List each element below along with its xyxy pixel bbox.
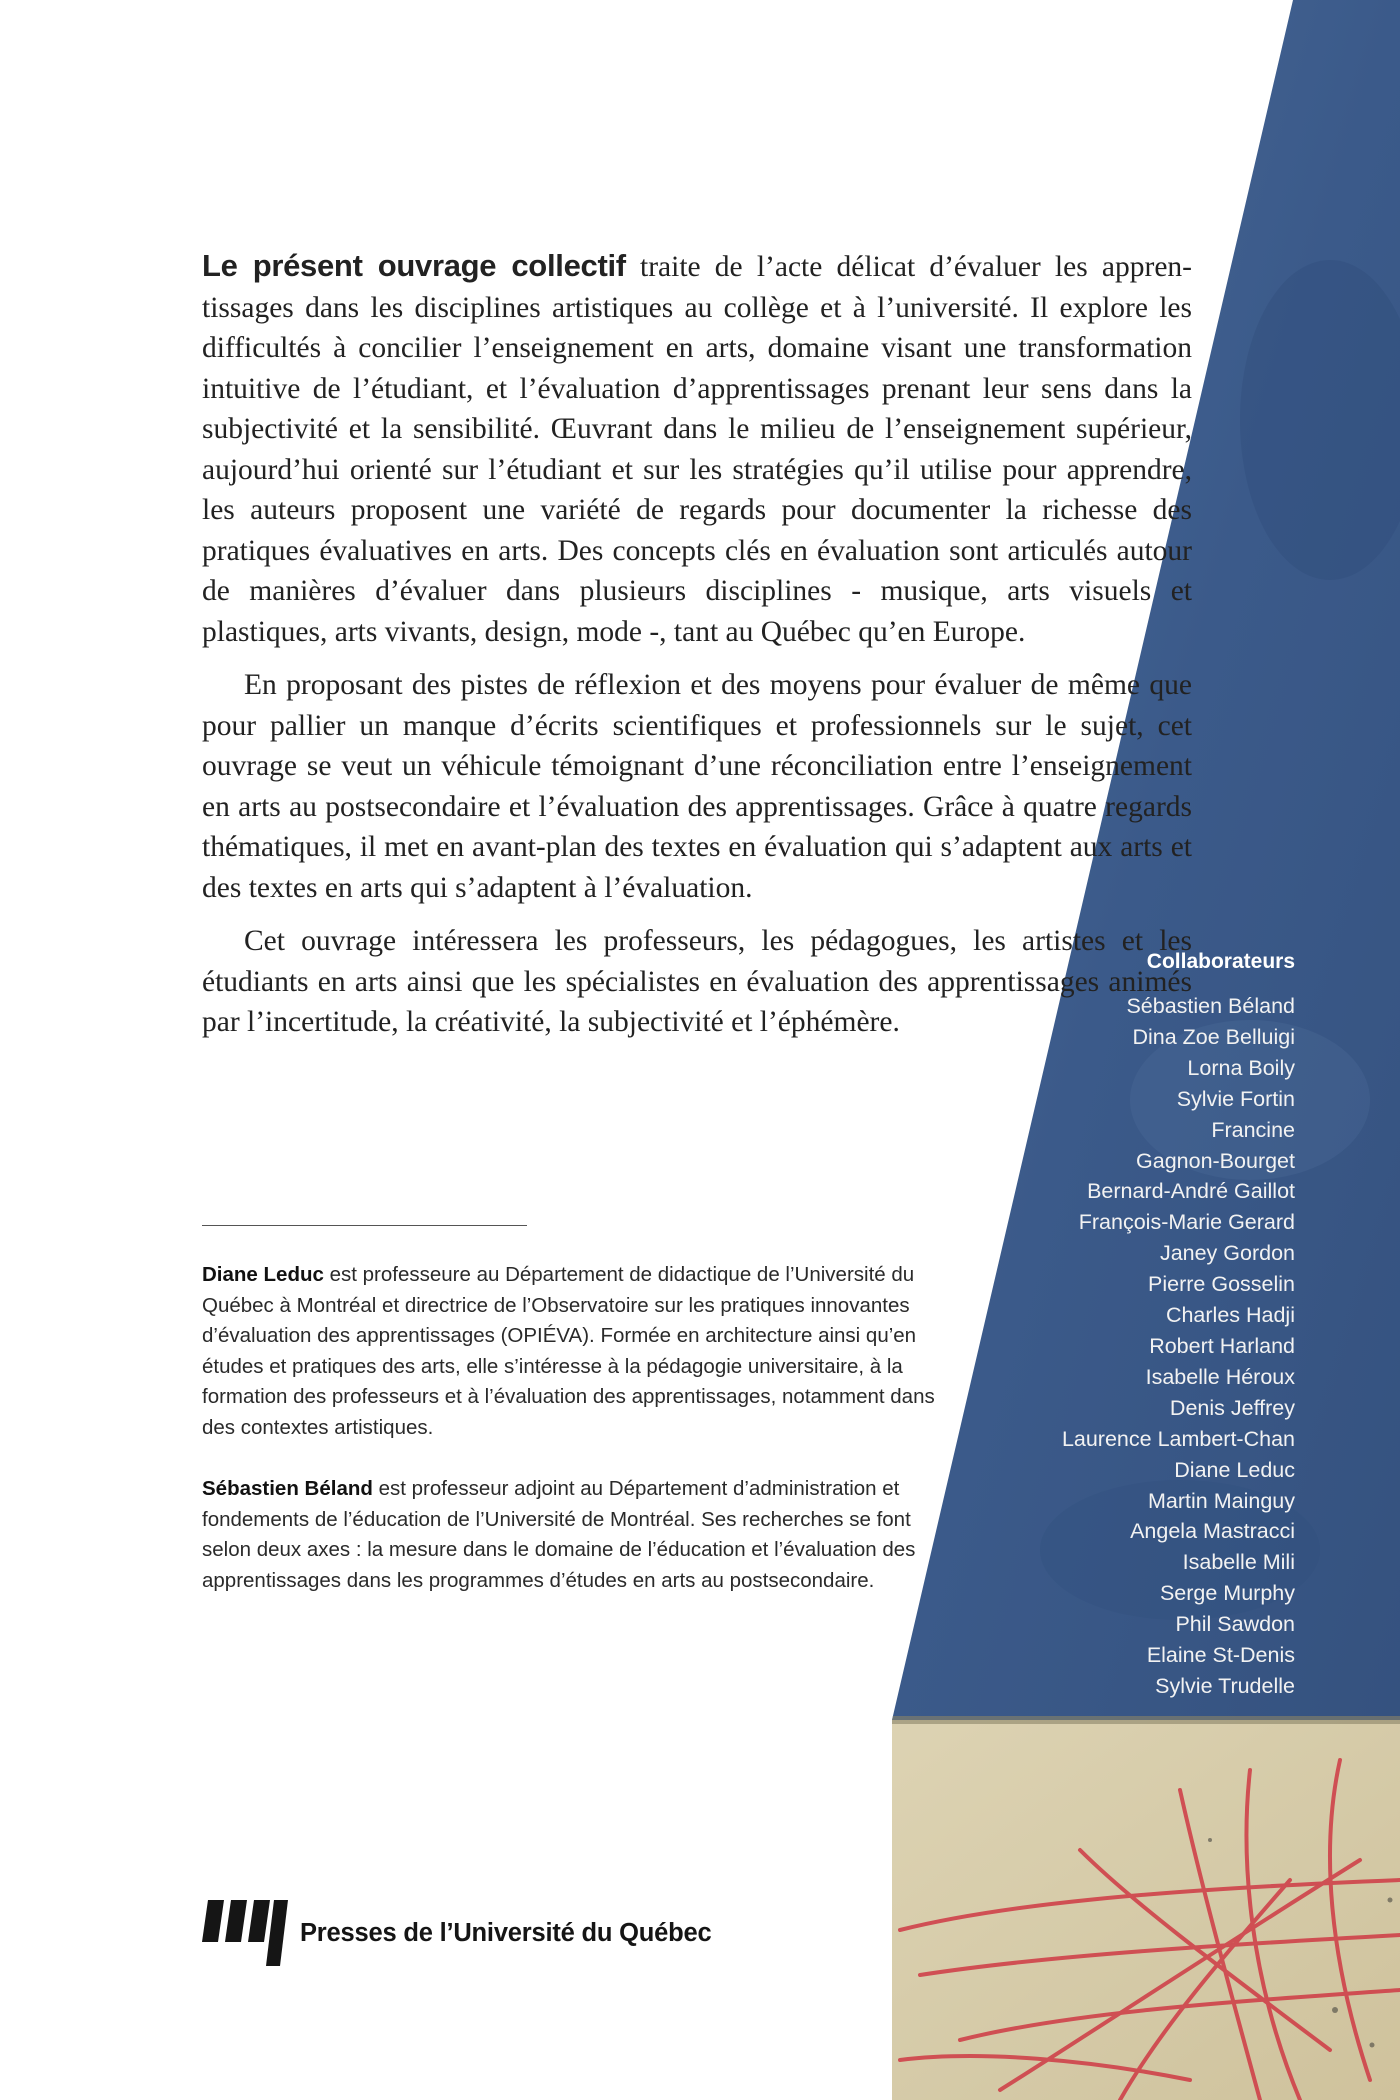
- collaborator-name: Isabelle Héroux: [1145, 1364, 1295, 1389]
- bio-text: est professeure au Département de didactique de l’Université du Québec à Montréal et directrice de l’Observatoire sur les pratiques innovantes d’évaluation des apprentissages (OPIÉVA). Formée en architecture ainsi qu’en études et pratiques des arts, elle s’intéresse à la pédagogie universitaire, à la formation des professeurs et à l’évaluation des apprentissages, notamment dans des contextes artistiques.: [202, 1263, 935, 1439]
- puq-logo-icon: [202, 1900, 288, 1966]
- collaborator-name: Serge Murphy: [1159, 1581, 1295, 1606]
- divider: [202, 1225, 527, 1226]
- intro-lead: Le présent ouvrage collectif: [202, 248, 626, 283]
- collaborator-name: Isabelle Mili: [1182, 1550, 1295, 1575]
- back-cover-description: [202, 246, 1192, 1056]
- bio-diane-leduc: [202, 1260, 962, 1443]
- collaborators-list: [915, 950, 1295, 1702]
- paragraph-2: En proposant des pistes de réflexion et des moyens pour évaluer de même que pour pallier un manque d’écrits scientifiques et professionnels sur le sujet, cet ouvrage se veut un véhicule témoignant d’une réconciliation entre l’enseignement en arts au postsecondaire et l’évaluation des apprentissages. Grâce à quatre regards thématiques, il met en avant-plan des textes en évaluation qui s’adaptent aux arts et des textes en arts qui s’adaptent à l’évaluation.: [202, 669, 1192, 904]
- publisher-block: [202, 1900, 712, 1966]
- collaborator-name: Pierre Gosselin: [1148, 1272, 1295, 1297]
- collaborator-name: Elaine St-Denis: [1146, 1643, 1295, 1668]
- collaborator-name: Sylvie Fortin: [1176, 1086, 1295, 1111]
- collaborator-name: Francine: [1211, 1117, 1295, 1142]
- collaborator-name: Gagnon-Bourget: [1136, 1148, 1295, 1173]
- collaborator-name: Bernard-André Gaillot: [1087, 1179, 1295, 1204]
- bio-sebastien-beland: [202, 1474, 962, 1596]
- collaborator-name: Charles Hadji: [1165, 1303, 1295, 1328]
- collaborator-name: Martin Mainguy: [1148, 1488, 1295, 1513]
- collaborator-name: Laurence Lambert-Chan: [1061, 1426, 1295, 1451]
- collaborator-name: Phil Sawdon: [1175, 1612, 1295, 1637]
- collaborator-name: François-Marie Gerard: [1078, 1210, 1295, 1235]
- bio-text: est professeur adjoint au Département d’administration et fondements de l’éducation de l’Université de Montréal. Ses recherches se font selon deux axes : la mesure dans le domaine de l’éducation et l’évaluation des apprentissages dans les programmes d’études en arts au postsecondaire.: [202, 1477, 916, 1592]
- collaborator-name: Janey Gordon: [1159, 1241, 1295, 1266]
- bio-name: Sébastien Béland: [202, 1477, 373, 1500]
- collaborators-title: Collaborateurs: [1146, 950, 1295, 973]
- intro-text: traite de l’acte délicat d’évaluer les apprentissages dans les disciplines artistiques au collège et à l’université. Il explore les difficultés à concilier l’enseignement en arts, domaine visant une transformation intuitive de l’étudiant, et l’évaluation d’apprentissages prenant leur sens dans la subjectivité et la sensibilité. Œuvrant dans le milieu de l’enseignement supérieur, aujourd’hui orienté sur l’étudiant et sur les stratégies qu’il utilise pour apprendre, les auteurs proposent une variété de regards pour documenter la richesse des pratiques évaluatives en arts. Des concepts clés en évaluation sont articulés autour de manières d’évaluer dans plusieurs disciplines - musique, arts visuels et plastiques, arts vivants, design, mode -, tant au Québec qu’en Europe.: [202, 251, 1192, 648]
- collaborator-name: Sébastien Béland: [1126, 994, 1295, 1018]
- collaborator-name: Dina Zoe Belluigi: [1132, 1024, 1295, 1049]
- collaborator-name: Diane Leduc: [1174, 1457, 1295, 1482]
- publisher-name: Presses de l’Université du Québec: [300, 1918, 712, 1947]
- paragraph-3: Cet ouvrage intéressera les professeurs, les pédagogues, les artistes et les étudiants en arts ainsi que les spécialistes en évaluation des apprentissages animés par l’incertitude, la créativité, la subjectivité et l’éphémère.: [202, 925, 1192, 1038]
- intro-paragraph: [202, 246, 1192, 652]
- collaborator-name: Denis Jeffrey: [1169, 1395, 1295, 1420]
- collaborator-name: Angela Mastracci: [1130, 1519, 1295, 1544]
- collaborator-name: Sylvie Trudelle: [1155, 1673, 1295, 1698]
- collaborator-name: Robert Harland: [1149, 1333, 1295, 1358]
- collaborator-name: Lorna Boily: [1187, 1055, 1295, 1080]
- bio-name: Diane Leduc: [202, 1263, 324, 1286]
